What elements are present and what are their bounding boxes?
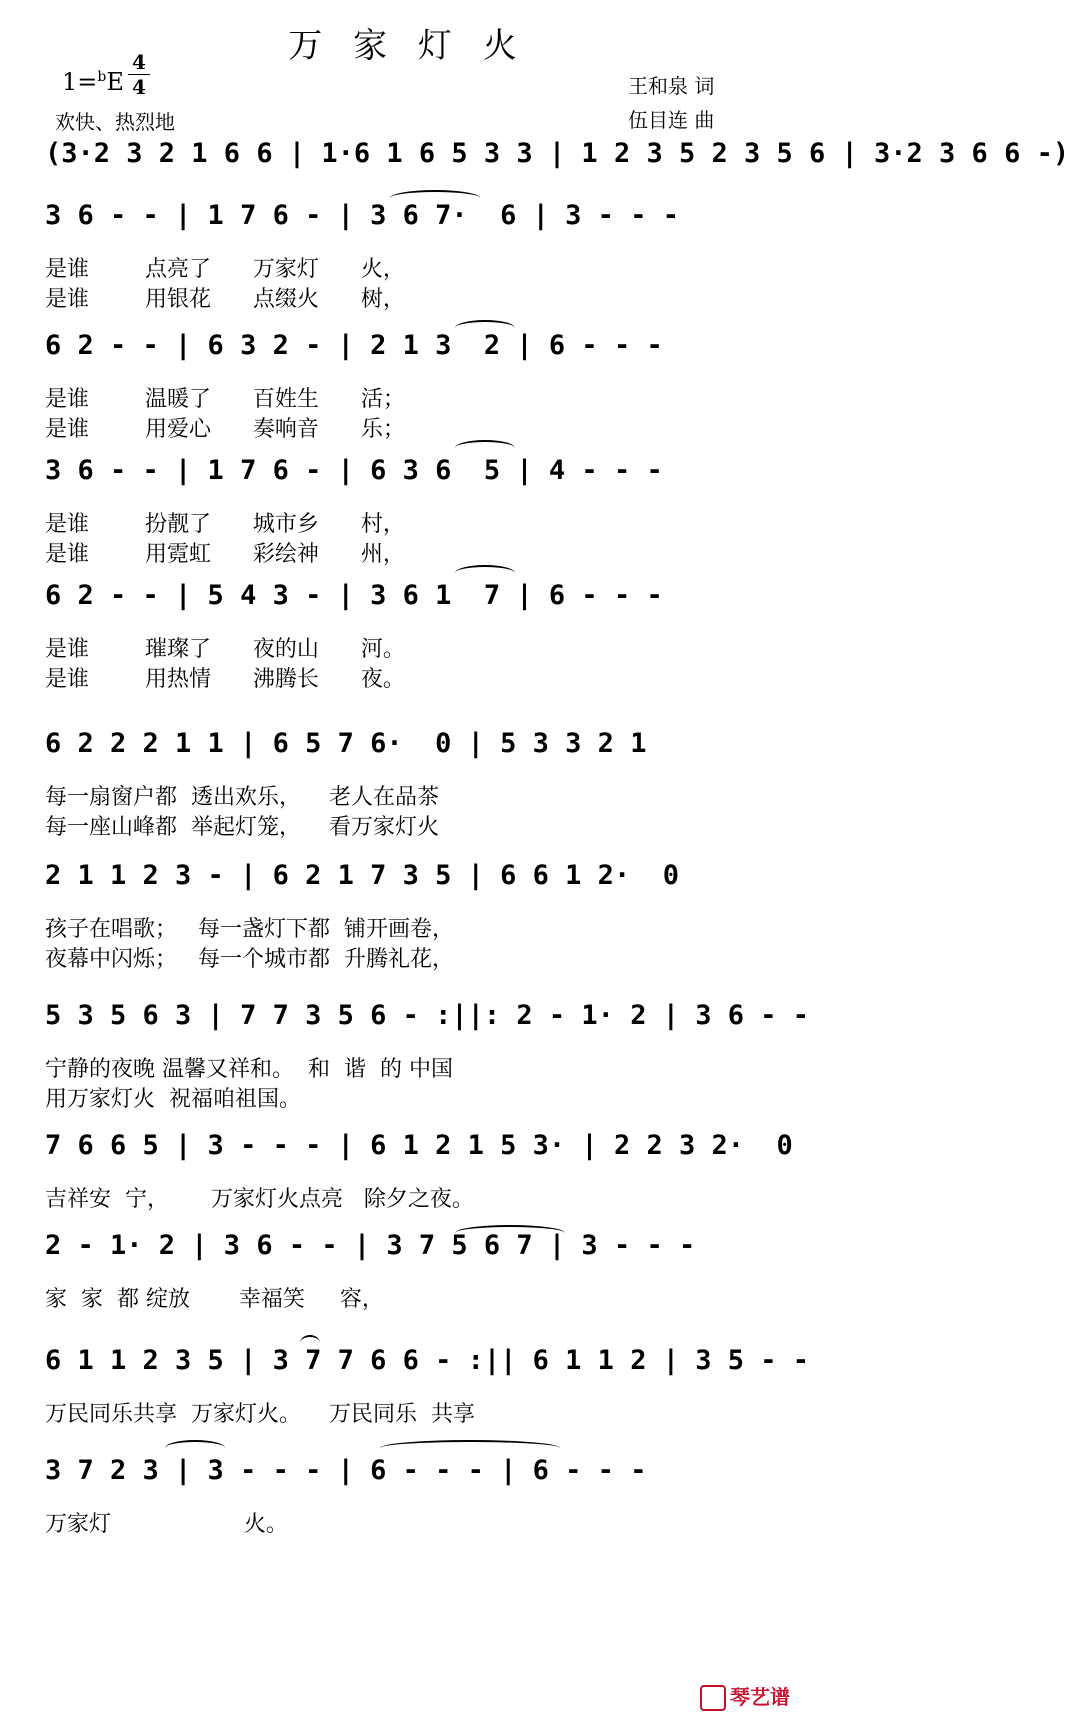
- notation-line: 3 6 - - | 1 7 6 - | 3 6 7· 6 | 3 - - -: [45, 200, 679, 231]
- page-title: 万 家 灯 火: [288, 26, 527, 66]
- composer: 伍目连 曲: [628, 108, 715, 132]
- notation-line: 6 2 2 2 1 1 | 6 5 7 6· 0 | 5 3 3 2 1: [45, 728, 647, 759]
- key-label: 1=: [62, 68, 98, 96]
- tempo-marking: 欢快、热烈地: [55, 110, 175, 134]
- lyric-line: 宁静的夜晚 温馨又祥和。 和 谐 的 中国: [45, 1057, 453, 1082]
- lyricist: 王和泉 词: [628, 74, 715, 98]
- slur-mark: [455, 565, 515, 581]
- slur-mark: [300, 1335, 320, 1351]
- lyric-line: 是谁 扮靓了 城市乡 村，: [45, 512, 405, 537]
- lyric-line: 每一扇窗户都 透出欢乐， 老人在品茶: [45, 785, 439, 810]
- lyric-line: 是谁 用霓虹 彩绘神 州，: [45, 542, 405, 567]
- time-signature: [128, 50, 150, 99]
- notation-line: 6 2 - - | 6 3 2 - | 2 1 3 2 | 6 - - -: [45, 330, 663, 361]
- notation-line: 3 6 - - | 1 7 6 - | 6 3 6 5 | 4 - - -: [45, 455, 663, 486]
- notation-line: 5 3 5 6 3 | 7 7 3 5 6 - :||: 2 - 1· 2 | 3 6 - -: [45, 1000, 810, 1031]
- lyric-line: 是谁 温暖了 百姓生 活；: [45, 387, 405, 412]
- lyric-line: 万家灯 火。: [45, 1512, 288, 1537]
- lyric-line: 是谁 用热情 沸腾长 夜。: [45, 667, 405, 692]
- lyric-line: 孩子在唱歌； 每一盏灯下都 铺开画卷，: [45, 917, 454, 942]
- lyric-line: 是谁 用银花 点缀火 树，: [45, 287, 405, 312]
- flat-sign: b: [97, 69, 107, 85]
- notation-line: 6 1 1 2 3 5 | 3 7 7 6 6 - :|| 6 1 1 2 | 3 5 - -: [45, 1345, 810, 1376]
- lyric-line: 吉祥安 宁， 万家灯火点亮 除夕之夜。: [45, 1187, 474, 1212]
- notation-line: 2 1 1 2 3 - | 6 2 1 7 3 5 | 6 6 1 2· 0: [45, 860, 679, 891]
- key-signature: [62, 68, 124, 96]
- lyric-line: 是谁 点亮了 万家灯 火，: [45, 257, 405, 282]
- watermark-text: 琴艺谱: [730, 1684, 790, 1709]
- time-top: 4: [132, 50, 146, 74]
- lyric-line: 万民同乐共享 万家灯火。 万民同乐 共享: [45, 1402, 475, 1427]
- lyric-line: 每一座山峰都 举起灯笼， 看万家灯火: [45, 815, 439, 840]
- lyric-line: 是谁 用爱心 奏响音 乐；: [45, 417, 405, 442]
- notation-line: 7 6 6 5 | 3 - - - | 6 1 2 1 5 3· | 2 2 3 2· 0: [45, 1130, 793, 1161]
- notation-line: 3 7 2 3 | 3 - - - | 6 - - - | 6 - - -: [45, 1455, 647, 1486]
- notation-line: 2 - 1· 2 | 3 6 - - | 3 7 5 6 7 | 3 - - -: [45, 1230, 696, 1261]
- slur-mark: [380, 1440, 560, 1456]
- notation-line: 6 2 - - | 5 4 3 - | 3 6 1 7 | 6 - - -: [45, 580, 663, 611]
- lyric-line: 是谁 璀璨了 夜的山 河。: [45, 637, 405, 662]
- lyric-line: 用万家灯火 祝福咱祖国。: [45, 1087, 301, 1112]
- watermark: [700, 1681, 790, 1712]
- time-bottom: 4: [132, 75, 146, 99]
- slur-mark: [455, 1225, 565, 1241]
- slur-mark: [455, 440, 515, 456]
- key-note: E: [106, 68, 124, 96]
- lyric-line: 家 家 都 绽放 幸福笑 容，: [45, 1287, 384, 1312]
- slur-mark: [165, 1440, 225, 1456]
- notation-line: (3·2 3 2 1 6 6 | 1·6 1 6 5 3 3 | 1 2 3 5 2 3 5 6 | 3·2 3 6 6 -): [45, 138, 1069, 169]
- slur-mark: [390, 190, 480, 206]
- qinyipu-logo-icon: [700, 1685, 726, 1711]
- lyric-line: 夜幕中闪烁； 每一个城市都 升腾礼花，: [45, 947, 454, 972]
- slur-mark: [455, 320, 515, 336]
